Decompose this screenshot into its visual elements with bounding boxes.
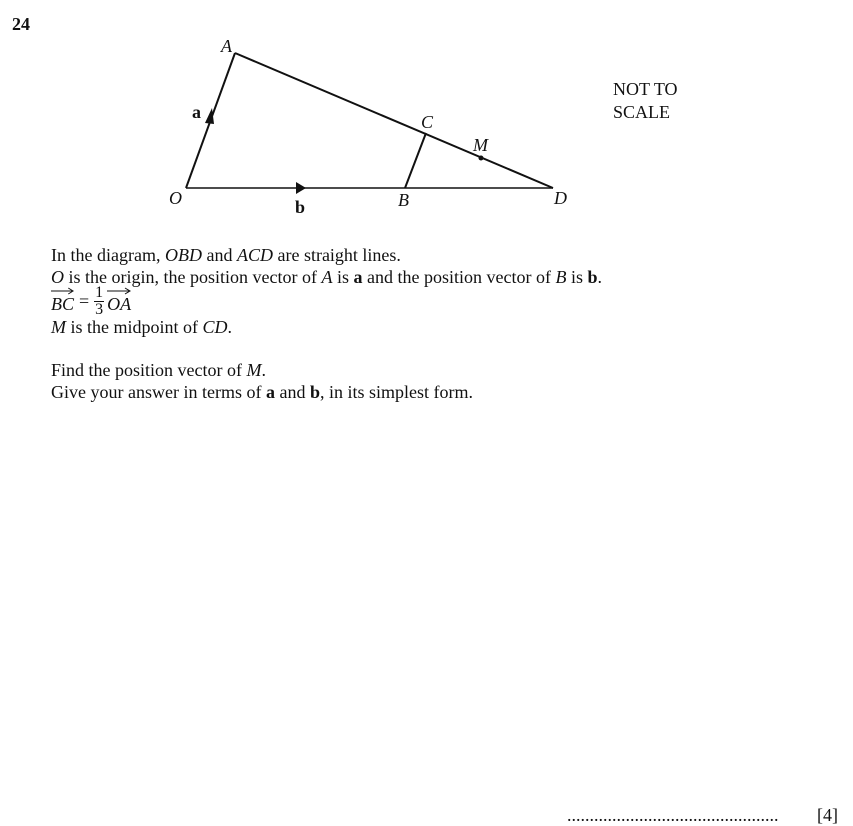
statement-line-1: In the diagram, OBD and ACD are straight lines. — [51, 245, 401, 265]
vector-diagram — [0, 0, 853, 240]
label-D: D — [554, 188, 567, 208]
not-to-scale-line-1: NOT TO — [613, 79, 678, 99]
label-O: O — [169, 188, 182, 208]
instruction-line-2: Give your answer in terms of a and b, in its simplest form. — [51, 382, 473, 402]
equals-sign: = — [79, 291, 90, 311]
fraction-one-third: $\frac{1}{3}$ — [95, 283, 104, 318]
question-number: 24 — [12, 14, 30, 34]
arrow-a — [205, 108, 214, 124]
vector-BC: BC — [51, 287, 74, 315]
statement-line-2: O is the origin, the position vector of A is a and the position vector of B is b. — [51, 267, 602, 287]
question-text — [51, 244, 831, 403]
line-BC — [405, 133, 426, 188]
marks-label: [4] — [817, 805, 838, 825]
not-to-scale-note — [613, 78, 678, 124]
not-to-scale-line-2: SCALE — [613, 102, 671, 122]
answer-line[interactable]: ............................................... — [567, 805, 779, 825]
label-A: A — [221, 36, 232, 56]
statement-line-4: M is the midpoint of CD. — [51, 317, 233, 337]
vector-OA: OA — [107, 287, 131, 315]
arrow-b — [296, 182, 306, 194]
label-C: C — [421, 112, 434, 132]
vector-arrow-icon — [107, 287, 131, 295]
label-M: M — [473, 135, 488, 155]
point-M-dot — [479, 156, 484, 161]
label-vector-b: b — [295, 197, 306, 217]
vector-arrow-icon — [51, 287, 74, 295]
instruction-line-1: Find the position vector of M. — [51, 360, 266, 380]
line-AD — [235, 53, 553, 188]
label-B: B — [398, 190, 409, 210]
label-vector-a: a — [192, 102, 201, 122]
